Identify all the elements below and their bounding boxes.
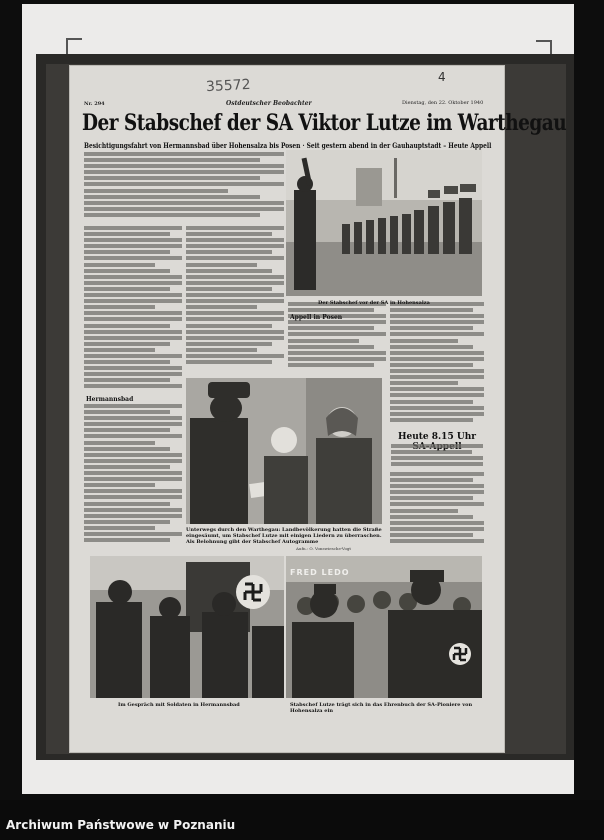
text-line-placeholder [186, 360, 272, 364]
text-line-placeholder [84, 293, 182, 297]
text-line-placeholder [288, 363, 374, 367]
photo-autograph-scene [186, 378, 382, 524]
text-line-placeholder [390, 326, 473, 330]
text-line-placeholder [390, 320, 484, 324]
text-line-placeholder [390, 308, 473, 312]
text-line-placeholder [84, 256, 182, 260]
pencil-catalog-note: 35572 [205, 76, 251, 96]
text-line-placeholder [84, 164, 284, 168]
text-line-placeholder [390, 387, 484, 391]
text-line-placeholder [84, 471, 182, 475]
crop-corner-mark-left [66, 38, 82, 54]
text-line-placeholder [84, 532, 182, 536]
text-line-placeholder [84, 378, 170, 382]
text-line-placeholder [84, 477, 182, 481]
text-line-placeholder [390, 314, 484, 318]
text-line-placeholder [390, 521, 484, 525]
text-line-placeholder [84, 404, 182, 408]
text-line-placeholder [186, 281, 284, 285]
text-line-placeholder [390, 490, 484, 494]
masthead-date: Dienstag, den 22. Oktober 1940 [402, 100, 484, 106]
text-line-placeholder [84, 226, 182, 230]
text-line-placeholder [390, 502, 484, 506]
masthead-paper-name: Ostdeutscher Beobachter [226, 100, 312, 107]
text-line-placeholder [186, 348, 257, 352]
text-line-placeholder [390, 406, 484, 410]
text-line-placeholder [186, 256, 284, 260]
text-line-placeholder [84, 447, 170, 451]
text-line-placeholder [390, 496, 473, 500]
text-line-placeholder [186, 330, 284, 334]
text-line-placeholder [186, 287, 272, 291]
text-line-placeholder [84, 311, 182, 315]
text-line-placeholder [186, 299, 284, 303]
text-line-placeholder [84, 269, 170, 273]
text-line-placeholder [186, 275, 284, 279]
text-line-placeholder [84, 195, 260, 199]
caption-photo-bottom-left: Im Gespräch mit Soldaten in Hermannsbad [118, 702, 240, 708]
text-line-placeholder [84, 410, 170, 414]
section-heading-posen: Appell in Posen [290, 314, 343, 321]
text-line-placeholder [186, 324, 272, 328]
text-line-placeholder [84, 428, 170, 432]
text-line-placeholder [288, 339, 359, 343]
body-text-column-4 [390, 302, 484, 428]
caption-photo-middle: Unterwegs durch den Warthegau: Landbevölkerung hatten die Straße eingesäumt, um Stabschef Lutze mit einigen Liedern zu überraschen. Als Belohnung gibt der Stabschef Autogramme [186, 527, 382, 545]
text-line-placeholder [84, 170, 284, 174]
text-line-placeholder [84, 152, 284, 156]
text-line-placeholder [390, 332, 484, 336]
text-line-placeholder [84, 305, 155, 309]
text-line-placeholder [186, 317, 284, 321]
text-line-placeholder [390, 345, 473, 349]
text-line-placeholder [186, 311, 284, 315]
archive-name-label: Archiwum Państwowe w Poznaniu [6, 818, 236, 832]
text-line-placeholder [390, 381, 458, 385]
caption-photo-middle-credit: Aufn.: O. Vonswiesche-Vogt [296, 546, 352, 551]
text-line-placeholder [84, 342, 170, 346]
text-line-placeholder [84, 360, 170, 364]
text-line-placeholder [288, 357, 386, 361]
text-line-placeholder [84, 281, 182, 285]
text-line-placeholder [186, 244, 284, 248]
text-line-placeholder [186, 238, 284, 242]
text-line-placeholder [84, 201, 284, 205]
text-line-placeholder [84, 336, 182, 340]
photo-honor-book-signing [286, 556, 482, 698]
text-line-placeholder [390, 484, 484, 488]
text-line-placeholder [391, 450, 472, 454]
text-line-placeholder [186, 263, 257, 267]
text-line-placeholder [84, 465, 170, 469]
text-line-placeholder [84, 287, 170, 291]
text-line-placeholder [390, 533, 473, 537]
appell-announcement-text [391, 444, 483, 468]
body-text-column-3 [288, 302, 386, 372]
text-line-placeholder [84, 317, 182, 321]
text-line-placeholder [186, 293, 284, 297]
text-line-placeholder [186, 354, 284, 358]
body-text-column-4-lower [390, 472, 484, 544]
text-line-placeholder [84, 263, 155, 267]
text-line-placeholder [84, 459, 182, 463]
page-number: 4 [438, 70, 446, 84]
text-line-placeholder [390, 400, 473, 404]
text-line-placeholder [84, 330, 182, 334]
text-line-placeholder [186, 226, 284, 230]
text-line-placeholder [390, 357, 484, 361]
text-line-placeholder [288, 332, 386, 336]
text-line-placeholder [390, 418, 473, 422]
text-line-placeholder [390, 515, 473, 519]
text-line-placeholder [84, 275, 182, 279]
body-text-column-1-lower [84, 404, 182, 548]
store-sign-text: FRED LEDO [290, 568, 350, 577]
text-line-placeholder [288, 345, 374, 349]
text-line-placeholder [84, 213, 260, 217]
article-subheadline: Besichtigungsfahrt von Hermannsbad über Hohensalza bis Posen · Seit gestern abend in der Gauhauptstadt – Heute Appell [84, 141, 492, 150]
text-line-placeholder [84, 238, 182, 242]
appell-announcement-heading: Heute 8.15 Uhr [398, 432, 476, 442]
photo-parade-hohensalza [286, 150, 482, 296]
text-line-placeholder [84, 372, 182, 376]
text-line-placeholder [390, 527, 484, 531]
text-line-placeholder [84, 189, 228, 193]
section-heading-hermannsbad: Hermannsbad [86, 396, 134, 403]
text-line-placeholder [84, 244, 182, 248]
text-line-placeholder [390, 478, 473, 482]
text-line-placeholder [186, 232, 272, 236]
text-line-placeholder [288, 308, 374, 312]
text-line-placeholder [84, 483, 155, 487]
body-text-intro [84, 152, 284, 222]
caption-photo-bottom-right: Stabschef Lutze trägt sich in das Ehrenbuch der SA-Pioniere von Hohensalza ein [290, 702, 473, 714]
text-line-placeholder [391, 462, 483, 466]
text-line-placeholder [288, 351, 386, 355]
text-line-placeholder [84, 453, 182, 457]
text-line-placeholder [84, 250, 170, 254]
text-line-placeholder [390, 369, 484, 373]
text-line-placeholder [390, 375, 484, 379]
body-text-column-1 [84, 226, 182, 392]
body-text-column-2 [186, 226, 284, 370]
text-line-placeholder [84, 232, 170, 236]
text-line-placeholder [84, 176, 260, 180]
text-line-placeholder [84, 299, 182, 303]
text-line-placeholder [84, 441, 155, 445]
text-line-placeholder [391, 444, 483, 448]
text-line-placeholder [84, 348, 155, 352]
text-line-placeholder [390, 351, 484, 355]
text-line-placeholder [84, 416, 182, 420]
text-line-placeholder [186, 269, 272, 273]
photo-soldiers-hermannsbad [90, 556, 284, 698]
text-line-placeholder [84, 354, 182, 358]
text-line-placeholder [84, 366, 182, 370]
text-line-placeholder [390, 539, 484, 543]
text-line-placeholder [84, 514, 182, 518]
text-line-placeholder [84, 182, 284, 186]
text-line-placeholder [84, 207, 284, 211]
text-line-placeholder [391, 456, 483, 460]
text-line-placeholder [186, 336, 284, 340]
text-line-placeholder [84, 384, 182, 388]
text-line-placeholder [84, 502, 170, 506]
text-line-placeholder [84, 422, 182, 426]
text-line-placeholder [186, 342, 272, 346]
text-line-placeholder [390, 509, 458, 513]
text-line-placeholder [84, 495, 182, 499]
text-line-placeholder [390, 412, 484, 416]
text-line-placeholder [186, 250, 272, 254]
caption-photo-top: Der Stabschef vor der SA in Hohensalza [318, 300, 430, 306]
text-line-placeholder [84, 538, 170, 542]
text-line-placeholder [84, 520, 170, 524]
text-line-placeholder [390, 393, 484, 397]
text-line-placeholder [84, 324, 170, 328]
text-line-placeholder [390, 363, 473, 367]
text-line-placeholder [84, 526, 155, 530]
text-line-placeholder [84, 489, 182, 493]
text-line-placeholder [288, 326, 374, 330]
text-line-placeholder [84, 508, 182, 512]
masthead-issue: Nr. 294 [84, 101, 105, 107]
text-line-placeholder [390, 339, 458, 343]
article-headline: Der Stabschef der SA Viktor Lutze im Warthegau [82, 110, 567, 136]
text-line-placeholder [186, 305, 257, 309]
text-line-placeholder [390, 472, 484, 476]
text-line-placeholder [84, 158, 260, 162]
text-line-placeholder [84, 434, 182, 438]
